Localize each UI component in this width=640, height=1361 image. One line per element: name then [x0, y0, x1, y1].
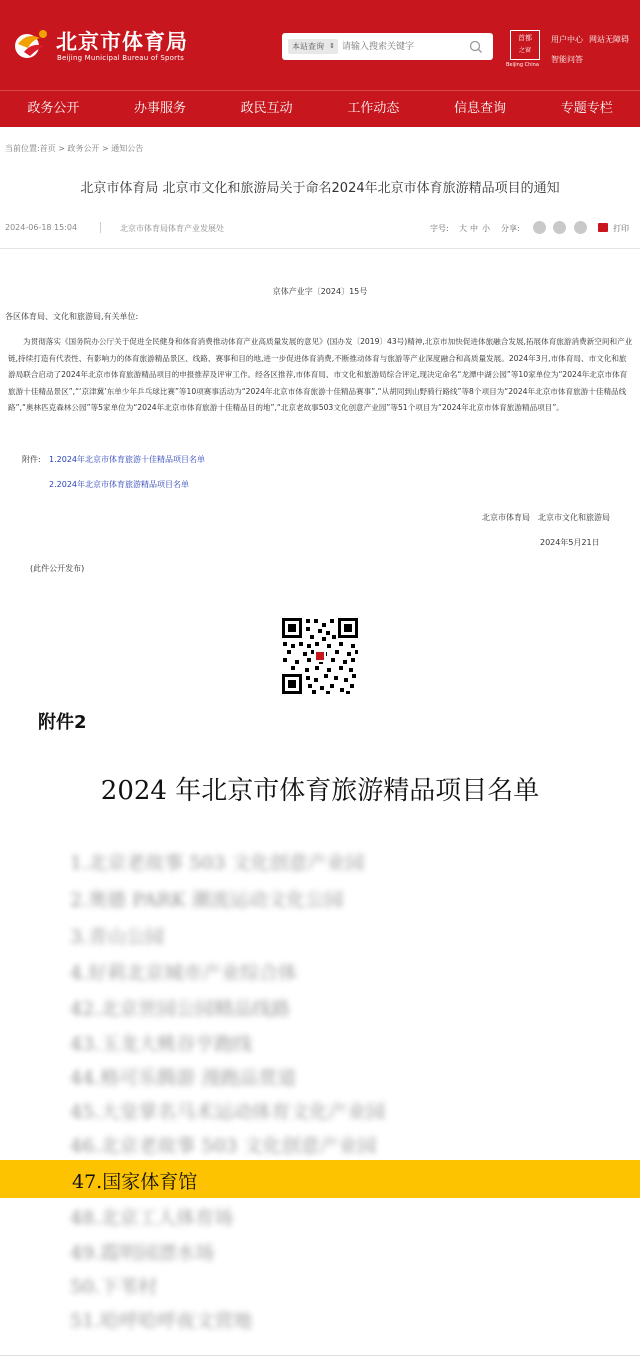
wechat-share-icon[interactable] [533, 221, 546, 234]
font-size-large-button[interactable]: 大 [459, 224, 467, 233]
breadcrumb-prefix: 当前位置: [5, 144, 40, 153]
public-note: (此件公开发布) [30, 564, 85, 573]
badge-caption: Beijing China [506, 62, 539, 68]
site-header [0, 0, 640, 90]
accessibility-link[interactable]: 网站无障碍 [589, 35, 629, 44]
meta-divider [100, 222, 101, 233]
signatory: 北京市体育局 北京市文化和旅游局 [482, 513, 610, 522]
list-item: 43.玉龙大桃谷亨跑线 [70, 1033, 253, 1055]
favorite-share-icon[interactable] [574, 221, 587, 234]
font-size-medium-button[interactable]: 中 [470, 224, 478, 233]
list-item: 51.哈呼哈呼夜文营地 [70, 1310, 253, 1332]
bottom-divider [0, 1355, 640, 1356]
list-item: 46.北京老故事 503 文化创意产业园 [70, 1135, 377, 1157]
bureau-logo-icon[interactable] [10, 24, 50, 64]
list-item: 2.奥德 PARK 潮流运动文化公园 [70, 889, 344, 911]
list-item: 45.大皇掌名马术运动体育文化产业园 [70, 1101, 386, 1123]
site-name-english: Beijing Municipal Bureau of Sports [57, 54, 185, 62]
highlighted-item: 47.国家体育馆 [72, 1171, 198, 1193]
badge-bottom-text: 之窗 [518, 47, 531, 54]
attachment-2-label: 附件2 [38, 712, 87, 733]
printer-icon[interactable] [598, 223, 608, 232]
search-icon[interactable] [468, 39, 484, 55]
qr-code-icon [280, 616, 360, 696]
article-title: 北京市体育局 北京市文化和旅游局关于命名2024年北京市体育旅游精品项目的通知 [80, 181, 560, 196]
list-item: 50.下苇村 [70, 1276, 158, 1298]
nav-item-special-topics[interactable]: 专题专栏 [560, 101, 613, 116]
capital-window-badge[interactable] [510, 30, 540, 60]
badge-top-text: 首都 [518, 34, 532, 42]
breadcrumb-home[interactable]: 首页 [39, 144, 56, 153]
list-item: 42.北京世园公园精品线路 [70, 998, 291, 1020]
list-item: 48.北京工人体育场 [70, 1207, 234, 1229]
attachment-link-2[interactable]: 2.2024年北京市体育旅游精品项目名单 [49, 480, 189, 489]
nav-item-interaction[interactable]: 政民互动 [240, 101, 293, 116]
main-nav [0, 90, 640, 127]
font-size-small-button[interactable]: 小 [482, 224, 490, 233]
list-item: 4.好莉北京城市产业综合体 [70, 962, 298, 984]
salutation: 各区体育局、文化和旅游局,有关单位: [5, 312, 139, 321]
smart-qa-link[interactable]: 智能问答 [551, 55, 583, 64]
font-size-label: 字号: [430, 224, 449, 233]
list-item: 1.北京老故事 503 文化创意产业园 [70, 852, 365, 874]
breadcrumb-separator: > [58, 144, 65, 153]
nav-item-services[interactable]: 办事服务 [134, 101, 187, 116]
article-source: 北京市体育局体育产业发展处 [120, 224, 224, 233]
nav-item-info-query[interactable]: 信息查询 [454, 101, 507, 116]
breadcrumb-separator: > [102, 144, 109, 153]
list-item: 44.格可乐腾游 漫跑品赏道 [70, 1067, 297, 1089]
share-label: 分享: [501, 224, 520, 233]
nav-item-work-news[interactable]: 工作动态 [347, 101, 400, 116]
site-name[interactable]: 北京市体育局 [56, 30, 188, 54]
search-scope-select[interactable] [288, 39, 338, 54]
attachment-link-1[interactable]: 1.2024年北京市体育旅游十佳精品项目名单 [49, 455, 205, 464]
nav-item-gov-affairs[interactable]: 政务公开 [27, 101, 80, 116]
attachment-label: 附件: [22, 455, 41, 464]
document-number: 京体产业字〔2024〕15号 [272, 287, 368, 296]
meta-divider-line [0, 248, 640, 249]
weibo-share-icon[interactable] [553, 221, 566, 234]
search-input[interactable] [342, 38, 462, 55]
breadcrumb-section[interactable]: 政务公开 [67, 144, 100, 153]
sign-date: 2024年5月21日 [540, 538, 600, 547]
publish-date: 2024-06-18 15:04 [5, 223, 78, 232]
user-center-link[interactable]: 用户中心 [551, 35, 583, 44]
chevron-down-icon: ⇕ [329, 42, 335, 50]
search-scope-label: 本站查询 [292, 42, 324, 51]
list-item: 49.霞明园漂水场 [70, 1242, 215, 1264]
list-item: 3.青山公园 [70, 926, 165, 948]
search-box [282, 33, 493, 60]
project-list-title: 2024 年北京市体育旅游精品项目名单 [100, 776, 540, 806]
print-button[interactable]: 打印 [613, 224, 629, 233]
body-paragraph: 为贯彻落实《国务院办公厅关于促进全民健身和体育消费推动体育产业高质量发展的意见》(国办发〔2019〕43号)精神,北京市加快促进体旅融合发展,拓展体育旅游消费新空间和产业链,持续打造有代表性、有影响力的体育旅游精品景区、线路、赛事和目的地,进一步促进体育消费,不断推动体育与旅游等产业深度融合和高质量发展。2024年3月,市体育局、市文化和旅游局联合启动了2024年北京市体育旅游精品项目的申报推荐及评审工作。经各区推荐,市体育局、市文化和旅游局综合评定,现决定命名“龙潭中湖公园”等10家单位为“2024年北京市体育旅游十佳精品景区”,“‘京津冀’东单少年乒乓球比赛”等10项赛事活动为“2024年北京市体育旅游十佳精品赛事”,“从胡同到山野骑行路线”等8个项目为“2024年北京市体育旅游十佳精品线路”,“奥林匹克森林公园”等5家单位为“2024年北京市体育旅游十佳精品目的地”,“北京老故事503文化创意产业园”等51个项目为“2024年北京市体育旅游精品项目”。 [8, 337, 633, 412]
breadcrumb-current[interactable]: 通知公告 [111, 144, 144, 153]
breadcrumb [5, 143, 143, 154]
